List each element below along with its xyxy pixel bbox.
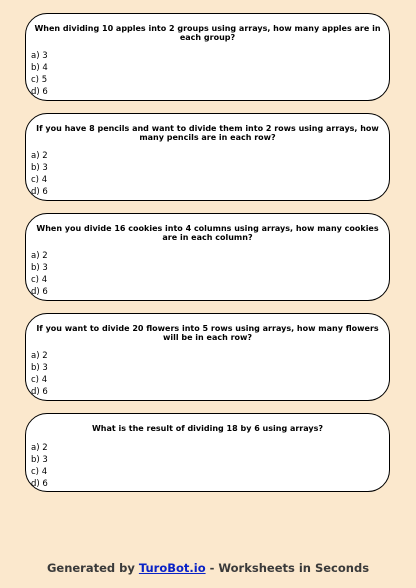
turobot-link[interactable]: TuroBot.io [138, 561, 206, 575]
option-a: a) 3 [31, 51, 48, 61]
question-text: What is the result of dividing 18 by 6 using arrays? [91, 424, 324, 433]
options-list [31, 250, 48, 298]
question-text: If you want to divide 20 flowers into 5 rows using arrays, how many flowers will be in each row? [36, 324, 379, 342]
option-c: c) 4 [31, 375, 48, 385]
option-d: d) 6 [31, 479, 48, 489]
option-c: c) 5 [31, 75, 48, 85]
option-d: d) 6 [31, 387, 48, 397]
option-b: b) 3 [31, 163, 48, 173]
footer-prefix: Generated by [46, 561, 139, 575]
option-a: a) 2 [31, 443, 48, 453]
options-list [31, 150, 48, 198]
options-list [31, 50, 48, 98]
option-d: d) 6 [31, 187, 48, 197]
option-b: b) 3 [31, 363, 48, 373]
question-card-3 [25, 213, 390, 301]
option-b: b) 3 [31, 455, 48, 465]
options-list [31, 350, 48, 398]
footer-suffix: - Worksheets in Seconds [205, 561, 370, 575]
option-a: a) 2 [31, 251, 48, 261]
option-b: b) 4 [31, 63, 48, 73]
question-text: If you have 8 pencils and want to divide them into 2 rows using arrays, how many pencils are in each row? [36, 124, 379, 142]
question-card-5 [25, 413, 390, 492]
footer [0, 561, 416, 575]
option-a: a) 2 [31, 351, 48, 361]
question-card-2 [25, 113, 390, 201]
option-d: d) 6 [31, 287, 48, 297]
question-card-4 [25, 313, 390, 401]
option-c: c) 4 [31, 175, 48, 185]
option-d: d) 6 [31, 87, 48, 97]
question-card-1 [25, 13, 390, 101]
options-list [31, 442, 48, 490]
question-text: When dividing 10 apples into 2 groups using arrays, how many apples are in each group? [34, 24, 381, 42]
option-c: c) 4 [31, 275, 48, 285]
option-b: b) 3 [31, 263, 48, 273]
option-a: a) 2 [31, 151, 48, 161]
question-text: When you divide 16 cookies into 4 columns using arrays, how many cookies are in each column? [36, 224, 379, 242]
option-c: c) 4 [31, 467, 48, 477]
